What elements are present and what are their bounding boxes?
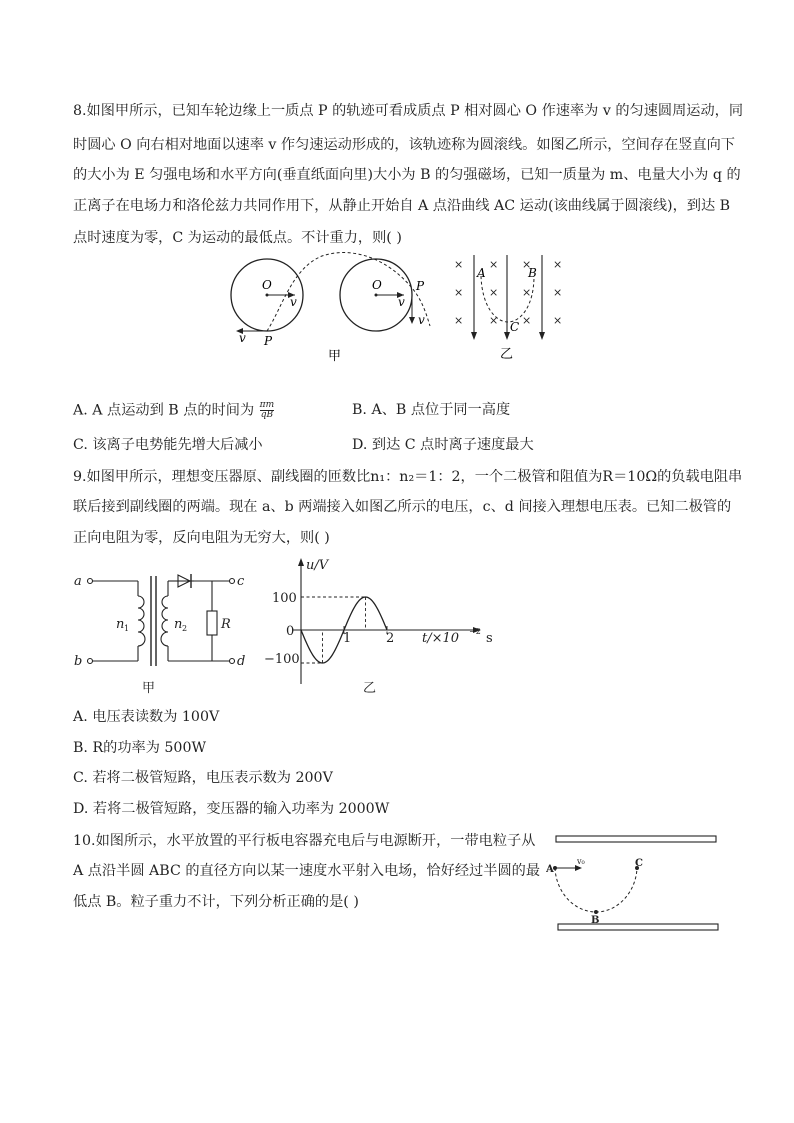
- q8-label-C: C: [510, 320, 520, 334]
- q8-label-v1: v: [290, 295, 297, 309]
- q8-figure-yi: [448, 252, 570, 364]
- q9-caption-yi: 乙: [363, 681, 377, 696]
- q8-label-P2: P: [416, 279, 425, 293]
- q8-option-b[interactable]: B. A、B 点位于同一高度: [352, 402, 511, 418]
- q8-cross: ×: [454, 314, 464, 327]
- q8-option-d[interactable]: D. 到达 C 点时离子速度最大: [352, 437, 534, 453]
- q10-line-3: 低点 B。粒子重力不计，下列分析正确的是( ): [73, 894, 359, 910]
- q8-cross: ×: [454, 286, 464, 299]
- q8-cross: ×: [489, 286, 499, 299]
- q9-label-n1: n: [116, 617, 125, 632]
- q8-label-O2: O: [372, 278, 382, 292]
- q8-option-a-fraction: [260, 401, 274, 420]
- q9-label-n2-sub: 2: [182, 624, 188, 633]
- q9-terminal-c: c: [237, 574, 245, 589]
- q8-cross: ×: [522, 258, 532, 271]
- q8-label-A: A: [477, 266, 486, 280]
- q8-cross: ×: [522, 286, 532, 299]
- q8-option-a-text: A. A 点运动到 B 点的时间为: [73, 402, 255, 419]
- y-tick-100: 100: [272, 591, 297, 606]
- q9-option-b[interactable]: B. R的功率为 500W: [73, 740, 207, 756]
- y-axis-arrow: [298, 558, 304, 566]
- q9-option-a[interactable]: A. 电压表读数为 100V: [73, 709, 220, 725]
- q9-line-1: 9.如图甲所示，理想变压器原、副线圈的匝数比n₁：n₂＝1：2，一个二极管和阻值为R＝10Ω的负载电阻串: [73, 469, 743, 485]
- q8-cross: ×: [553, 258, 563, 271]
- q9-label-n1-sub: 1: [124, 624, 130, 633]
- q8-line-4: 正离子在电场力和洛伦兹力共同作用下，从静止开始自 A 点沿曲线 AC 运动(该曲线属于圆滚线)，到达 B: [73, 198, 731, 214]
- q9-circuit-figure: [70, 566, 260, 696]
- q10-label-B: B: [591, 915, 600, 926]
- q8-label-O1: O: [262, 278, 272, 292]
- q9-label-n2: n: [174, 617, 183, 632]
- q9-terminal-d: d: [237, 654, 246, 669]
- q9-line-2: 联后接到副线圈的两端。现在 a、b 两端接入如图乙所示的电压，c、d 间接入理想电压表。已知二极管的: [73, 499, 732, 515]
- q8-fraction-den: qB: [260, 410, 274, 420]
- q8-caption-yi: 乙: [500, 347, 514, 362]
- q8-line-2: 时圆心 O 向右相对地面以速率 v 作匀速运动形成的，该轨迹称为圆滚线。如图乙所示，空间存在竖直向下: [73, 137, 735, 153]
- x-tick-1: 1: [343, 631, 352, 646]
- q9-voltage-graph: [262, 556, 502, 698]
- q9-caption-jia: 甲: [142, 681, 156, 696]
- q8-figure-jia: [222, 248, 457, 366]
- x-tick-2: 2: [386, 631, 395, 646]
- q8-cross: ×: [489, 314, 499, 327]
- q9-line-3: 正向电阻为零，反向电阻为无穷大，则( ): [73, 530, 330, 546]
- x-axis-unit: s: [486, 631, 493, 646]
- q8-line-1: 8.如图甲所示，已知车轮边缘上一质点 P 的轨迹可看成质点 P 相对圆心 O 作速率为 v 的匀速圆周运动，同: [73, 103, 744, 119]
- q10-label-A: A: [546, 864, 554, 875]
- q8-fraction-num: πm: [259, 400, 275, 410]
- q8-line-3: 的大小为 E 匀强电场和水平方向(垂直纸面向里)大小为 B 的匀强磁场，已知一质量为 m、电量大小为 q 的: [73, 167, 741, 183]
- x-axis-label: t/×10: [422, 631, 460, 646]
- q8-cross: ×: [553, 286, 563, 299]
- y-tick-0: 0: [286, 624, 295, 639]
- q8-label-v4: v: [418, 313, 425, 327]
- q8-line-5: 点时速度为零，C 为运动的最低点。不计重力，则( ): [73, 230, 402, 246]
- q9-label-R: R: [221, 617, 231, 632]
- q10-label-C: C: [635, 858, 643, 869]
- q8-caption-jia: 甲: [328, 349, 342, 364]
- q10-label-v0: v₀: [577, 857, 585, 866]
- q8-label-v2: v: [239, 331, 246, 345]
- q8-label-B: B: [528, 266, 537, 280]
- y-tick-neg100: −100: [264, 652, 300, 667]
- q8-option-c[interactable]: C. 该离子电势能先增大后减小: [73, 437, 263, 453]
- q9-terminal-a: a: [74, 574, 82, 589]
- q9-option-d[interactable]: D. 若将二极管短路，变压器的输入功率为 2000W: [73, 801, 390, 817]
- q10-capacitor-figure: [546, 830, 724, 934]
- q8-cross: ×: [489, 258, 499, 271]
- q10-line-1: 10.如图所示，水平放置的平行板电容器充电后与电源断开，一带电粒子从: [73, 833, 536, 849]
- q8-label-v3: v: [398, 295, 405, 309]
- q8-option-a[interactable]: [73, 401, 274, 420]
- x-axis-exponent: −2: [469, 627, 481, 636]
- y-axis-label: u/V: [306, 558, 329, 573]
- q8-cross: ×: [522, 314, 532, 327]
- q9-option-c[interactable]: C. 若将二极管短路，电压表示数为 200V: [73, 770, 333, 786]
- q10-line-2: A 点沿半圆 ABC 的直径方向以某一速度水平射入电场，恰好经过半圆的最: [73, 863, 541, 879]
- q8-cross: ×: [454, 258, 464, 271]
- q8-cross: ×: [553, 314, 563, 327]
- q8-label-P1: P: [264, 334, 273, 348]
- q9-terminal-b: b: [74, 654, 83, 669]
